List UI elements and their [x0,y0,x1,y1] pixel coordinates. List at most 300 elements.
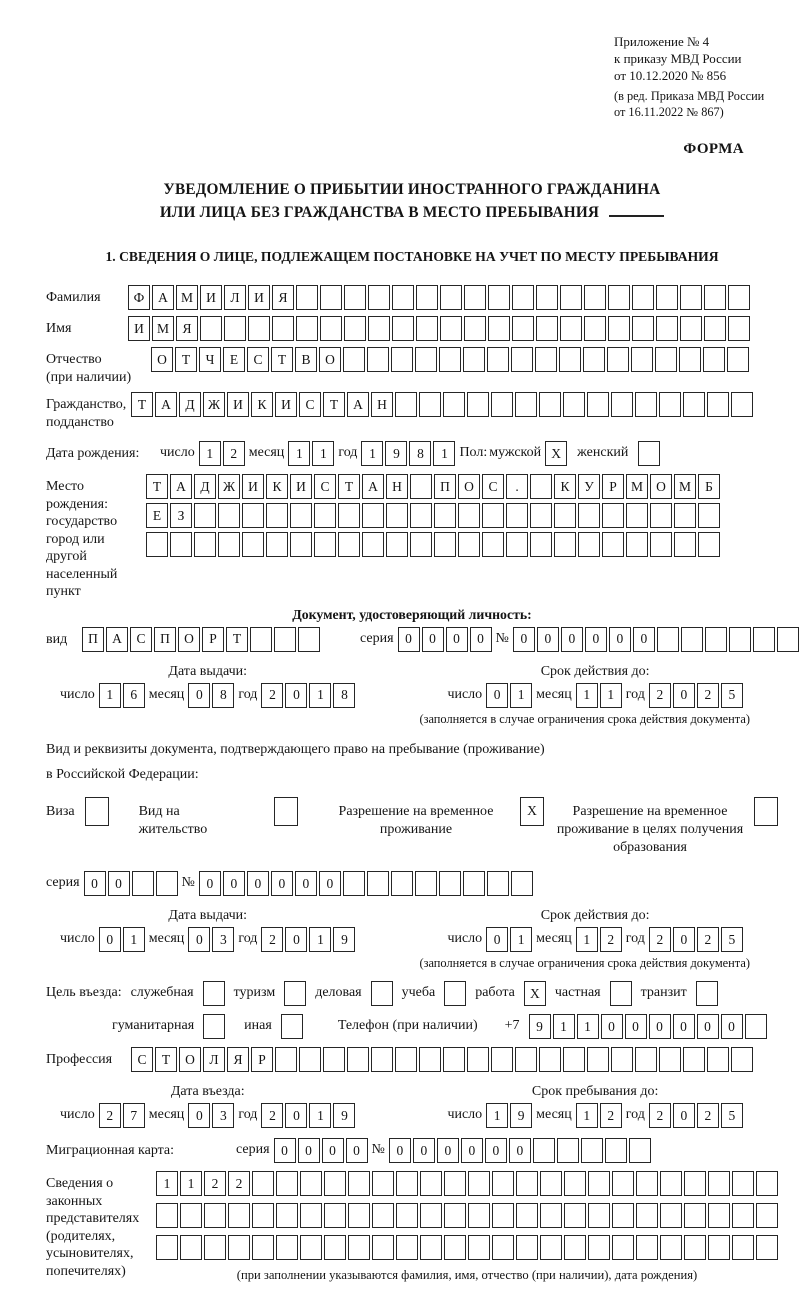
char-cell[interactable] [344,316,366,341]
char-cell[interactable]: З [170,503,192,528]
char-cell[interactable]: 1 [433,441,455,466]
char-cell[interactable]: А [155,392,177,417]
char-cell[interactable]: Б [698,474,720,499]
char-cell[interactable] [276,1203,298,1228]
char-cell[interactable] [535,347,557,372]
char-cell[interactable] [396,1235,418,1260]
char-cell[interactable] [467,1047,489,1072]
char-cell[interactable]: 5 [721,1103,743,1128]
char-cell[interactable] [444,1203,466,1228]
char-cell[interactable]: 0 [649,1014,671,1039]
char-cell[interactable]: 0 [486,683,508,708]
char-cell[interactable] [612,1235,634,1260]
char-cell[interactable]: С [247,347,269,372]
char-cell[interactable] [272,316,294,341]
char-cell[interactable]: И [242,474,264,499]
char-cell[interactable] [516,1171,538,1196]
char-cell[interactable] [156,1235,178,1260]
char-cell[interactable]: С [130,627,152,652]
char-cell[interactable] [491,392,513,417]
char-cell[interactable] [657,627,679,652]
char-cell[interactable]: 2 [204,1171,226,1196]
char-cell[interactable] [482,532,504,557]
char-cell[interactable]: А [106,627,128,652]
char-cell[interactable] [584,316,606,341]
char-cell[interactable]: К [266,474,288,499]
char-cell[interactable] [512,316,534,341]
char-cell[interactable]: 5 [721,927,743,952]
char-cell[interactable] [704,316,726,341]
char-cell[interactable]: . [506,474,528,499]
char-cell[interactable]: Л [203,1047,225,1072]
char-cell[interactable] [540,1171,562,1196]
char-cell[interactable]: 0 [673,683,695,708]
char-cell[interactable] [338,503,360,528]
char-cell[interactable]: 0 [271,871,293,896]
char-cell[interactable]: 0 [585,627,607,652]
char-cell[interactable]: С [131,1047,153,1072]
char-cell[interactable] [434,503,456,528]
char-cell[interactable] [684,1171,706,1196]
char-cell[interactable]: 9 [385,441,407,466]
char-cell[interactable] [564,1203,586,1228]
char-cell[interactable]: И [227,392,249,417]
char-cell[interactable]: 5 [721,683,743,708]
char-cell[interactable] [250,627,272,652]
char-cell[interactable] [218,503,240,528]
char-cell[interactable]: В [295,347,317,372]
purpose-transit-checkbox[interactable] [696,981,718,1006]
char-cell[interactable]: 1 [156,1171,178,1196]
char-cell[interactable] [578,503,600,528]
char-cell[interactable]: 1 [99,683,121,708]
char-cell[interactable] [464,285,486,310]
char-cell[interactable] [180,1203,202,1228]
char-cell[interactable] [632,285,654,310]
char-cell[interactable] [440,285,462,310]
char-cell[interactable] [275,1047,297,1072]
char-cell[interactable] [777,627,799,652]
char-cell[interactable]: О [178,627,200,652]
char-cell[interactable]: Н [386,474,408,499]
char-cell[interactable] [511,871,533,896]
char-cell[interactable]: 0 [673,927,695,952]
char-cell[interactable] [395,392,417,417]
char-cell[interactable]: 0 [509,1138,531,1163]
char-cell[interactable] [512,285,534,310]
char-cell[interactable] [410,503,432,528]
char-cell[interactable] [395,1047,417,1072]
char-cell[interactable] [368,285,390,310]
char-cell[interactable] [444,1171,466,1196]
char-cell[interactable] [458,503,480,528]
char-cell[interactable]: 2 [600,927,622,952]
char-cell[interactable] [156,871,178,896]
char-cell[interactable]: 1 [576,927,598,952]
char-cell[interactable] [444,1235,466,1260]
char-cell[interactable]: 0 [285,1103,307,1128]
char-cell[interactable]: О [458,474,480,499]
char-cell[interactable] [708,1203,730,1228]
char-cell[interactable] [530,532,552,557]
char-cell[interactable] [506,532,528,557]
char-cell[interactable] [362,503,384,528]
char-cell[interactable] [515,1047,537,1072]
char-cell[interactable]: Т [146,474,168,499]
char-cell[interactable] [681,627,703,652]
char-cell[interactable] [416,285,438,310]
char-cell[interactable]: 0 [413,1138,435,1163]
char-cell[interactable]: Е [223,347,245,372]
char-cell[interactable] [487,871,509,896]
char-cell[interactable] [420,1171,442,1196]
char-cell[interactable] [636,1235,658,1260]
char-cell[interactable] [659,392,681,417]
char-cell[interactable]: 2 [223,441,245,466]
char-cell[interactable]: 0 [199,871,221,896]
char-cell[interactable] [488,285,510,310]
char-cell[interactable] [146,532,168,557]
char-cell[interactable] [698,532,720,557]
char-cell[interactable]: 2 [697,1103,719,1128]
char-cell[interactable]: С [482,474,504,499]
char-cell[interactable] [611,1047,633,1072]
char-cell[interactable]: 1 [309,683,331,708]
char-cell[interactable]: Д [194,474,216,499]
char-cell[interactable] [515,392,537,417]
char-cell[interactable] [559,347,581,372]
char-cell[interactable]: 0 [633,627,655,652]
char-cell[interactable] [298,627,320,652]
char-cell[interactable] [583,347,605,372]
char-cell[interactable] [443,392,465,417]
char-cell[interactable] [608,285,630,310]
char-cell[interactable] [348,1171,370,1196]
char-cell[interactable]: Т [271,347,293,372]
char-cell[interactable]: Р [251,1047,273,1072]
sex-female-checkbox[interactable] [638,441,660,466]
purpose-business-checkbox[interactable] [371,981,393,1006]
char-cell[interactable] [656,316,678,341]
char-cell[interactable]: И [200,285,222,310]
char-cell[interactable] [396,1203,418,1228]
char-cell[interactable] [180,1235,202,1260]
char-cell[interactable]: Т [175,347,197,372]
char-cell[interactable] [560,285,582,310]
char-cell[interactable]: 0 [437,1138,459,1163]
char-cell[interactable]: 8 [409,441,431,466]
purpose-other-checkbox[interactable] [281,1014,303,1039]
char-cell[interactable] [554,532,576,557]
char-cell[interactable] [635,1047,657,1072]
char-cell[interactable] [204,1235,226,1260]
char-cell[interactable]: 2 [649,1103,671,1128]
char-cell[interactable] [578,532,600,557]
char-cell[interactable] [391,871,413,896]
char-cell[interactable] [420,1235,442,1260]
char-cell[interactable]: М [674,474,696,499]
char-cell[interactable] [324,1203,346,1228]
char-cell[interactable] [467,392,489,417]
char-cell[interactable] [367,347,389,372]
purpose-work-checkbox[interactable]: X [524,981,546,1006]
char-cell[interactable] [362,532,384,557]
char-cell[interactable]: Т [131,392,153,417]
char-cell[interactable] [612,1171,634,1196]
char-cell[interactable] [584,285,606,310]
char-cell[interactable] [703,347,725,372]
char-cell[interactable]: О [319,347,341,372]
char-cell[interactable] [439,347,461,372]
char-cell[interactable] [626,503,648,528]
char-cell[interactable] [338,532,360,557]
char-cell[interactable] [560,316,582,341]
char-cell[interactable] [347,1047,369,1072]
char-cell[interactable]: 2 [228,1171,250,1196]
char-cell[interactable]: 2 [697,927,719,952]
char-cell[interactable]: 0 [389,1138,411,1163]
char-cell[interactable]: 1 [309,1103,331,1128]
char-cell[interactable] [386,532,408,557]
char-cell[interactable]: 0 [346,1138,368,1163]
char-cell[interactable] [391,347,413,372]
char-cell[interactable] [707,1047,729,1072]
char-cell[interactable] [516,1203,538,1228]
char-cell[interactable]: 0 [513,627,535,652]
char-cell[interactable] [296,285,318,310]
char-cell[interactable]: И [128,316,150,341]
char-cell[interactable] [506,503,528,528]
char-cell[interactable]: 1 [361,441,383,466]
char-cell[interactable]: 7 [123,1103,145,1128]
char-cell[interactable] [731,1047,753,1072]
char-cell[interactable] [607,347,629,372]
char-cell[interactable] [602,532,624,557]
char-cell[interactable]: Д [179,392,201,417]
char-cell[interactable]: 2 [697,683,719,708]
char-cell[interactable]: 8 [212,683,234,708]
char-cell[interactable] [443,1047,465,1072]
char-cell[interactable]: К [251,392,273,417]
char-cell[interactable] [242,503,264,528]
char-cell[interactable] [492,1235,514,1260]
char-cell[interactable] [530,503,552,528]
char-cell[interactable] [248,316,270,341]
char-cell[interactable] [396,1171,418,1196]
char-cell[interactable]: А [170,474,192,499]
char-cell[interactable] [194,503,216,528]
char-cell[interactable]: 1 [577,1014,599,1039]
char-cell[interactable] [464,316,486,341]
char-cell[interactable] [468,1203,490,1228]
char-cell[interactable] [156,1203,178,1228]
char-cell[interactable] [683,392,705,417]
char-cell[interactable] [324,1171,346,1196]
char-cell[interactable]: 0 [84,871,106,896]
char-cell[interactable]: 0 [609,627,631,652]
temp-residence-checkbox[interactable]: X [520,797,544,826]
char-cell[interactable] [419,392,441,417]
char-cell[interactable] [655,347,677,372]
char-cell[interactable] [516,1235,538,1260]
char-cell[interactable] [468,1235,490,1260]
char-cell[interactable] [276,1235,298,1260]
char-cell[interactable]: Т [226,627,248,652]
purpose-private-checkbox[interactable] [610,981,632,1006]
char-cell[interactable]: 9 [510,1103,532,1128]
char-cell[interactable] [296,316,318,341]
char-cell[interactable] [659,1047,681,1072]
char-cell[interactable]: 1 [199,441,221,466]
char-cell[interactable]: 0 [422,627,444,652]
char-cell[interactable]: П [82,627,104,652]
char-cell[interactable] [482,503,504,528]
char-cell[interactable] [588,1235,610,1260]
sex-male-checkbox[interactable]: X [545,441,567,466]
char-cell[interactable]: И [290,474,312,499]
char-cell[interactable] [300,1235,322,1260]
char-cell[interactable]: Р [602,474,624,499]
char-cell[interactable]: У [578,474,600,499]
char-cell[interactable] [674,532,696,557]
char-cell[interactable] [732,1235,754,1260]
char-cell[interactable] [602,503,624,528]
char-cell[interactable] [708,1235,730,1260]
char-cell[interactable]: И [248,285,270,310]
char-cell[interactable] [348,1203,370,1228]
char-cell[interactable] [434,532,456,557]
char-cell[interactable]: 0 [486,927,508,952]
char-cell[interactable] [626,532,648,557]
char-cell[interactable] [732,1171,754,1196]
char-cell[interactable] [608,316,630,341]
char-cell[interactable] [300,1203,322,1228]
char-cell[interactable] [320,285,342,310]
char-cell[interactable]: 0 [247,871,269,896]
char-cell[interactable]: 2 [649,683,671,708]
char-cell[interactable]: 2 [261,927,283,952]
char-cell[interactable] [704,285,726,310]
char-cell[interactable] [629,1138,651,1163]
char-cell[interactable] [224,316,246,341]
char-cell[interactable]: М [626,474,648,499]
char-cell[interactable]: 0 [188,1103,210,1128]
char-cell[interactable]: 1 [180,1171,202,1196]
char-cell[interactable] [314,503,336,528]
char-cell[interactable]: Я [176,316,198,341]
char-cell[interactable]: 0 [298,1138,320,1163]
char-cell[interactable] [132,871,154,896]
char-cell[interactable]: 0 [188,927,210,952]
char-cell[interactable]: 3 [212,927,234,952]
char-cell[interactable] [727,347,749,372]
char-cell[interactable] [753,627,775,652]
char-cell[interactable]: 6 [123,683,145,708]
char-cell[interactable]: 9 [333,927,355,952]
char-cell[interactable]: 2 [99,1103,121,1128]
char-cell[interactable]: 0 [721,1014,743,1039]
char-cell[interactable]: П [154,627,176,652]
char-cell[interactable]: 3 [212,1103,234,1128]
char-cell[interactable] [684,1235,706,1260]
char-cell[interactable] [650,503,672,528]
char-cell[interactable] [204,1203,226,1228]
char-cell[interactable] [492,1171,514,1196]
char-cell[interactable] [708,1171,730,1196]
char-cell[interactable]: Я [272,285,294,310]
char-cell[interactable]: 0 [537,627,559,652]
char-cell[interactable] [367,871,389,896]
char-cell[interactable] [410,474,432,499]
char-cell[interactable] [276,1171,298,1196]
char-cell[interactable] [300,1171,322,1196]
char-cell[interactable] [587,1047,609,1072]
char-cell[interactable]: 1 [486,1103,508,1128]
char-cell[interactable] [410,532,432,557]
char-cell[interactable] [707,392,729,417]
char-cell[interactable] [705,627,727,652]
char-cell[interactable] [324,1235,346,1260]
char-cell[interactable] [290,503,312,528]
char-cell[interactable]: 0 [285,683,307,708]
char-cell[interactable] [372,1235,394,1260]
char-cell[interactable] [660,1171,682,1196]
char-cell[interactable]: 1 [600,683,622,708]
char-cell[interactable] [252,1235,274,1260]
char-cell[interactable]: Ч [199,347,221,372]
char-cell[interactable] [680,316,702,341]
char-cell[interactable] [680,285,702,310]
char-cell[interactable]: 1 [309,927,331,952]
char-cell[interactable]: А [362,474,384,499]
char-cell[interactable] [756,1235,778,1260]
char-cell[interactable]: 1 [576,1103,598,1128]
char-cell[interactable] [343,871,365,896]
char-cell[interactable] [554,503,576,528]
char-cell[interactable]: А [152,285,174,310]
char-cell[interactable]: 1 [510,683,532,708]
char-cell[interactable] [200,316,222,341]
char-cell[interactable] [290,532,312,557]
char-cell[interactable] [581,1138,603,1163]
char-cell[interactable]: Ф [128,285,150,310]
char-cell[interactable]: 1 [123,927,145,952]
char-cell[interactable] [660,1235,682,1260]
char-cell[interactable] [488,316,510,341]
char-cell[interactable] [372,1171,394,1196]
char-cell[interactable] [392,316,414,341]
residence-permit-checkbox[interactable] [274,797,298,826]
char-cell[interactable] [729,627,751,652]
char-cell[interactable] [170,532,192,557]
purpose-humanitarian-checkbox[interactable] [203,1014,225,1039]
char-cell[interactable] [539,1047,561,1072]
char-cell[interactable]: 1 [312,441,334,466]
char-cell[interactable]: М [152,316,174,341]
char-cell[interactable]: 0 [673,1014,695,1039]
char-cell[interactable]: 0 [673,1103,695,1128]
char-cell[interactable]: 9 [333,1103,355,1128]
char-cell[interactable] [492,1203,514,1228]
char-cell[interactable] [612,1203,634,1228]
char-cell[interactable]: 0 [625,1014,647,1039]
char-cell[interactable] [605,1138,627,1163]
purpose-study-checkbox[interactable] [444,981,466,1006]
char-cell[interactable]: 0 [561,627,583,652]
char-cell[interactable] [588,1203,610,1228]
char-cell[interactable]: 2 [649,927,671,952]
char-cell[interactable] [463,871,485,896]
